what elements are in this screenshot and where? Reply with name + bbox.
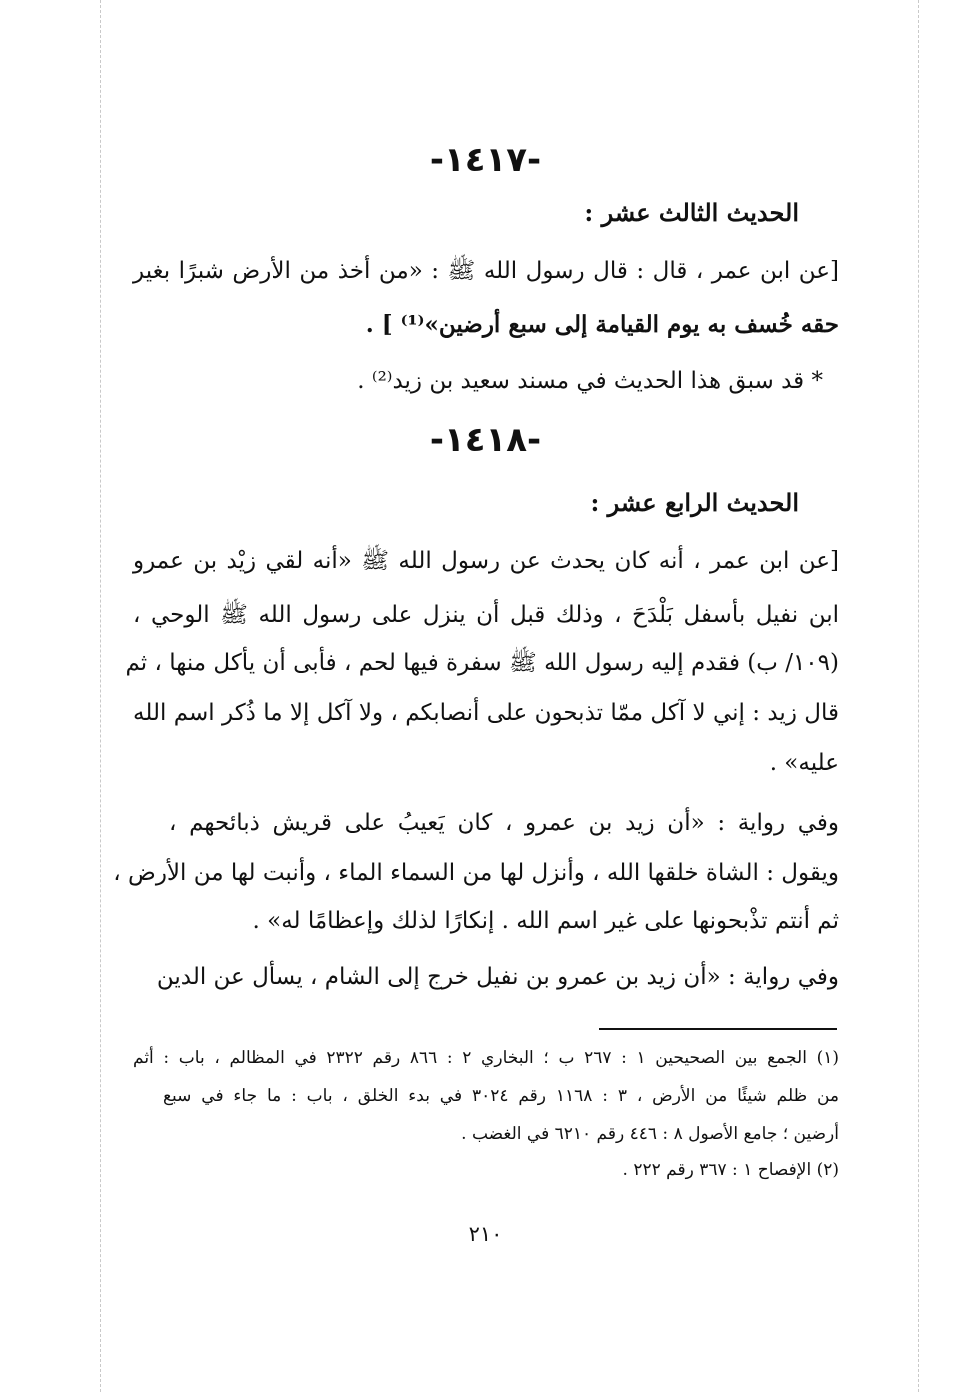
hadith-14-line-5: عليه» . [769,750,839,776]
hadith-14-line-4: قال زيد : إني لا آكل ممّا تذبحون على أنصابكم ، ولا آكل إلا ما ذُكر اسم الله [133,700,839,726]
footnote-1-line-3: أرضين ؛ جامع الأصول ٨ : ٤٤٦ رقم ٦٢١٠ في الغضب . [461,1124,839,1144]
hadith-14-line-2: ابن نفيل بأسفل بَلْدَحَ ، وذلك قبل أن ينزل على رسول الله ﷺ الوحي ، [133,602,839,628]
scan-ruling-line [100,0,101,1392]
riwaya-1-line-3: ثم أنتم تذْبحونها على غير اسم الله . إنكارًا لذلك وإعظامًا له» . [252,908,839,934]
page-number: ٢١٠ [468,1222,503,1246]
footnote-2: (٢) الإفصاح ١ : ٣٦٧ رقم ٢٢٢ . [622,1160,839,1180]
hadith-13-line-1: [عن ابن عمر ، قال : قال رسول الله ﷺ : «من أخذ من الأرض شبرًا بغير [133,258,839,284]
hadith-13-title: الحديث الثالث عشر : [584,198,799,227]
hadith-14-line-3: (١٠٩/ ب) فقدم إليه رسول الله ﷺ سفرة فيها لحم ، فأبى أن يأكل منها ، ثم [125,650,839,676]
section-number-1417: -١٤١٧- [429,140,542,180]
hadith-13-note: * قد سبق هذا الحديث في مسند سعيد بن زيد⁽²⁾ . [357,368,823,394]
footnote-separator [599,1028,837,1030]
hadith-14-line-1: [عن ابن عمر ، أنه كان يحدث عن رسول الله ﷺ «أنه لقي زيْد بن عمرو [133,548,839,574]
hadith-14-title: الحديث الرابع عشر : [590,488,799,517]
hadith-13-line-2: حقه خُسف به يوم القيامة إلى سبع أرضين»⁽¹⁾ ] . [365,311,839,338]
section-number-1418: -١٤١٨- [429,420,542,460]
footnote-1-line-1: (١) الجمع بين الصحيحين ١ : ٢٦٧ ب ؛ البخاري ٢ : ٨٦٦ رقم ٢٣٢٢ في المظالم ، باب : أثم [133,1048,839,1068]
riwaya-2-line-1: وفي رواية : «أن زيد بن عمرو بن نفيل خرج إلى الشام ، يسأل عن الدين [156,964,839,990]
riwaya-1-line-1: وفي رواية : «أن زيد بن عمرو ، كان يَعيبُ على قريش ذبائحهم ، [169,810,839,836]
footnote-1-line-2: من ظلم شيئًا من الأرض ، ٣ : ١١٦٨ رقم ٣٠٢٤ في بدء الخلق ، باب : ما جاء في سبع [163,1086,839,1106]
scan-ruling-line [918,0,919,1392]
riwaya-1-line-2: ويقول : الشاة خلقها الله ، وأنزل لها من السماء الماء ، وأنبت لها من الأرض ، [113,860,839,886]
